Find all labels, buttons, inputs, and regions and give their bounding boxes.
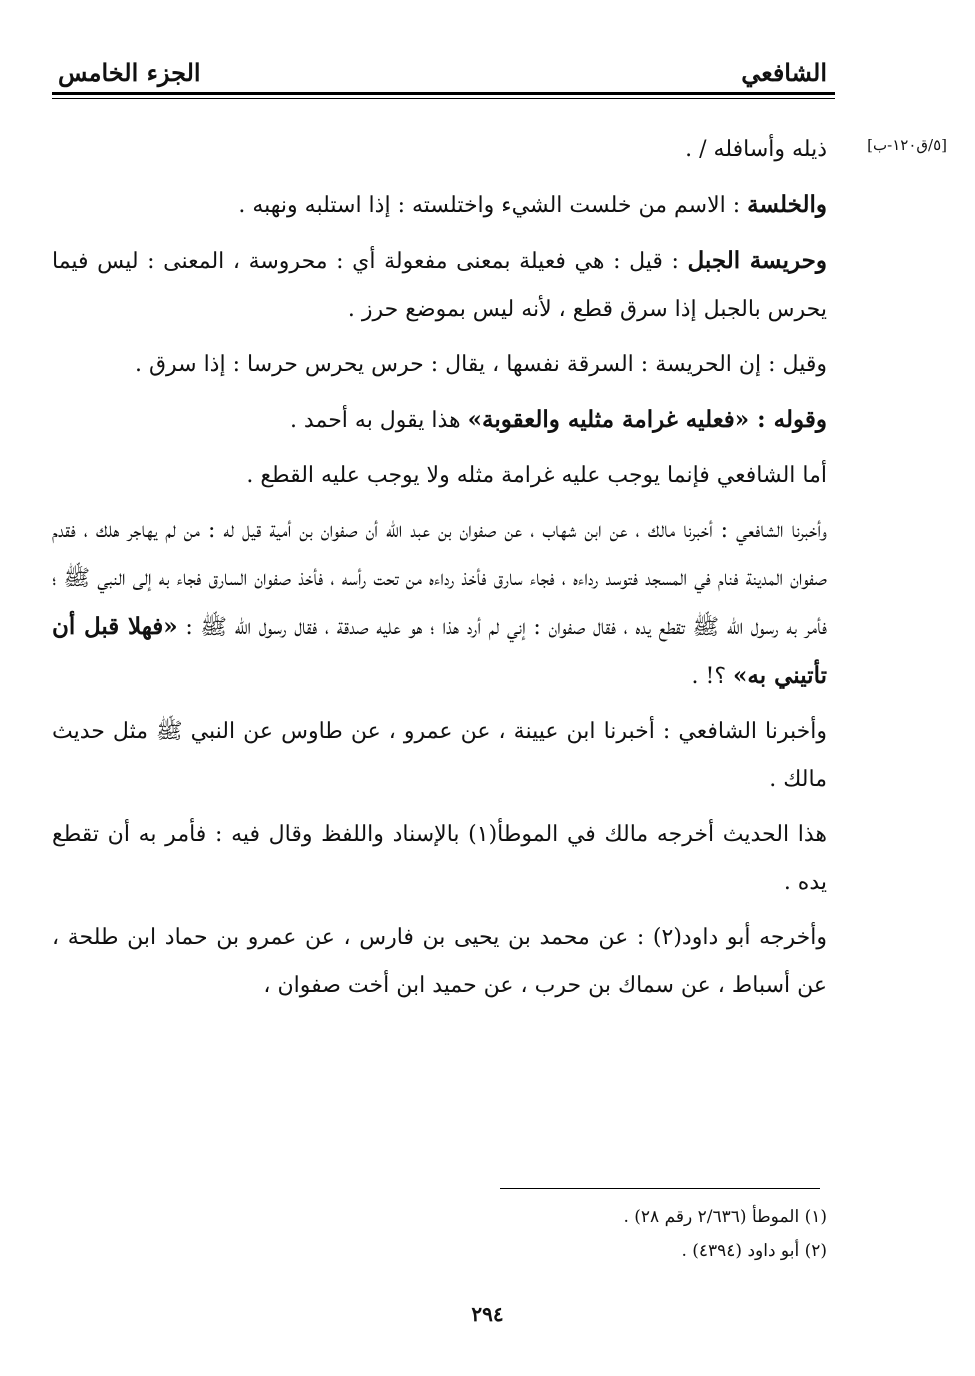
paragraph: وأخبرنا الشافعي : أخبرنا ابن عيينة ، عن عمرو ، عن طاوس عن النبي ﷺ مثل حديث مالك . <box>52 719 827 792</box>
term-heading: وحريسة الجبل <box>687 247 827 274</box>
main-text <box>52 126 827 1017</box>
running-header-part: الجزء الخامس <box>58 58 201 87</box>
quote-heading: وقوله : «فعليه غرامة مثليه والعقوبة» <box>467 406 827 433</box>
paragraph: هذا الحديث أخرجه مالك في الموطأ(١) بالإسناد واللفظ وقال فيه : فأمر به أن تقطع يده . <box>52 822 827 895</box>
paragraph: وأخبرنا الشافعي : أخبرنا مالك ، عن ابن شهاب ، عن صفوان بن عبد الله أن صفوان بن أمية قيل له : من لم يهاجر هلك ، فقدم صفوان المدينة فنام في المسجد فتوسد رداءه ، فجاء سارق فأخذ رداءه من تحت رأسه ، فأخذ صفوان السارق فجاء به إلى النبي ﷺ ؛ فأمر به رسول الله ﷺ تقطع يده ، فقال صفوان : إني لم أرد هذا ؛ هو عليه صدقة ، فقال رسول الله ﷺ : «فهلا قبل أن تأتيني به» ؟! . <box>52 518 828 689</box>
footnotes <box>623 1200 827 1268</box>
paragraph: ذيله وأسافله / . <box>685 137 827 162</box>
paragraph: وقيل : إن الحريسة : السرقة نفسها ، يقال : حرس يحرس حرسا : إذا سرق . <box>134 352 827 377</box>
paragraph: وقوله : «فعليه غرامة مثليه والعقوبة» هذا يقول به أحمد . <box>289 406 827 433</box>
running-header-title: الشافعي <box>741 58 827 87</box>
footnote: (٢) أبو داود (٤٣٩٤) . <box>681 1241 827 1261</box>
header-rule-thin <box>52 98 835 99</box>
footnote: (١) الموطأ (٢/٦٣٦ رقم ٢٨) . <box>623 1207 827 1227</box>
term-heading: والخلسة <box>747 191 827 218</box>
paragraph: وأخرجه أبو داود(٢) : عن محمد بن يحيى بن فارس ، عن عمرو بن حماد ابن طلحة ، عن أسباط ، عن سماك بن حرب ، عن حميد ابن أخت صفوان ، <box>52 925 827 998</box>
paragraph: والخلسة : الاسم من خلست الشيء واختلسته : إذا استلبه ونهبه . <box>238 191 827 218</box>
page-number: ٢٩٤ <box>471 1302 504 1326</box>
paragraph: أما الشافعي فإنما يوجب عليه غرامة مثله ولا يوجب عليه القطع . <box>246 463 827 488</box>
footnote-separator <box>500 1188 820 1189</box>
hadith-quote: «فهلا قبل أن تأتيني به» <box>52 613 827 689</box>
paragraph: وحريسة الجبل : قيل : هي فعيلة بمعنى مفعولة أي : محروسة ، المعنى : ليس فيما يحرس بالجبل إذا سرق قطع ، لأنه ليس بموضع حرز . <box>52 247 827 322</box>
header-rule-thick <box>52 92 835 95</box>
manuscript-folio-note: [٥/ق١٢٠-ب] <box>867 136 947 154</box>
